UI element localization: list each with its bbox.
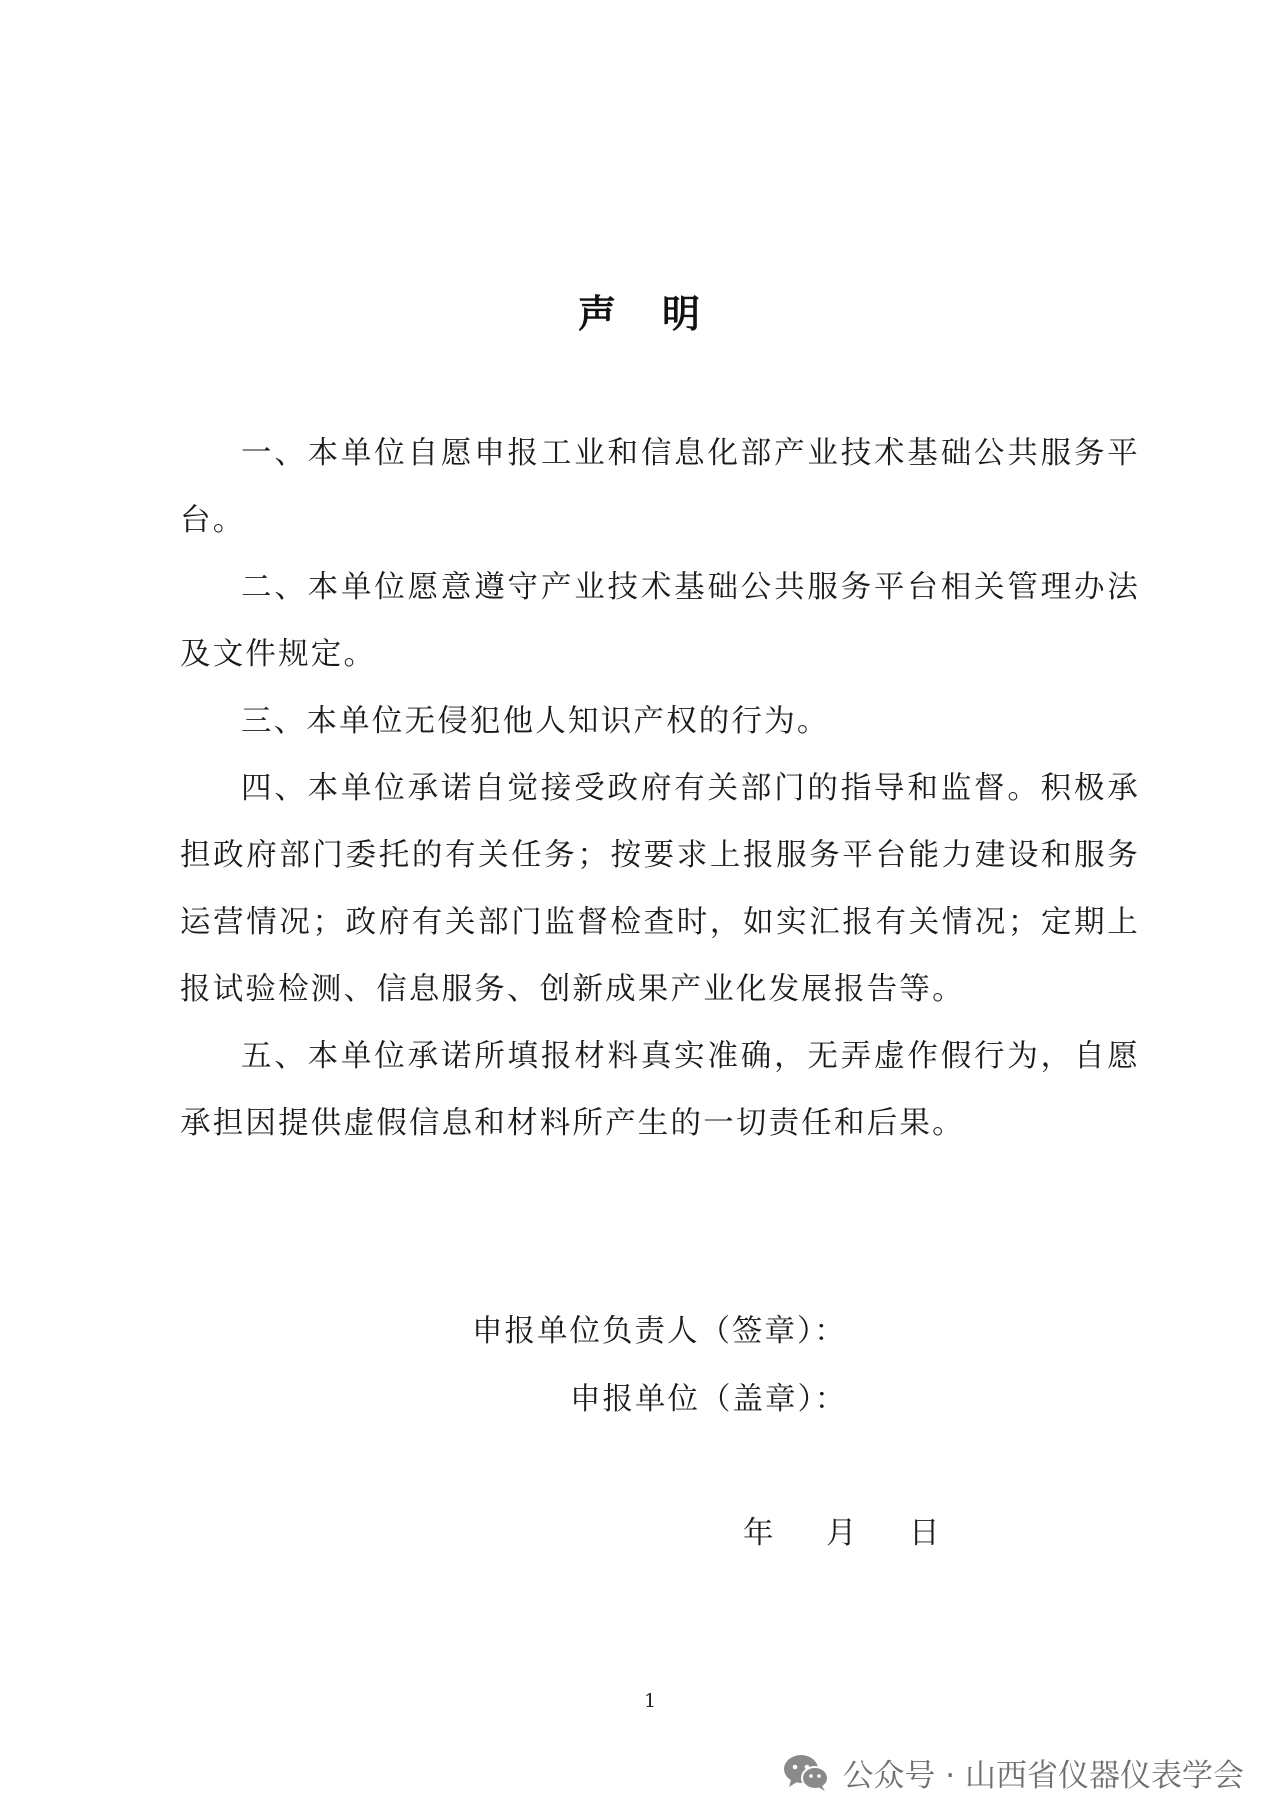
declaration-item-3: 三、本单位无侵犯他人知识产权的行为。 — [241, 704, 830, 739]
declaration-body — [180, 420, 1140, 1157]
wechat-icon — [782, 1753, 830, 1793]
signature-unit-line: 申报单位（盖章）： — [570, 1382, 848, 1417]
date-day: 日 — [909, 1516, 940, 1551]
page-number: 1 — [643, 1690, 657, 1712]
watermark — [782, 1750, 1244, 1795]
document-title — [0, 283, 1280, 338]
declaration-item-1: 一、本单位自愿申报工业和信息化部产业技术基础公共服务平台。 — [180, 436, 1140, 538]
declaration-item-2: 二、本单位愿意遵守产业技术基础公共服务平台相关管理办法及文件规定。 — [180, 570, 1140, 672]
title-char-1: 声 — [577, 292, 618, 336]
declaration-item-5: 五、本单位承诺所填报材料真实准确，无弄虚作假行为，自愿承担因提供虚假信息和材料所产生的一切责任和后果。 — [180, 1039, 1140, 1141]
date-month: 月 — [826, 1516, 857, 1551]
watermark-text: 公众号 · 山西省仪器仪表学会 — [842, 1758, 1244, 1794]
declaration-item-4: 四、本单位承诺自觉接受政府有关部门的指导和监督。积极承担政府部门委托的有关任务；按要求上报服务平台能力建设和服务运营情况；政府有关部门监督检查时，如实汇报有关情况；定期上报试验检测、信息服务、创新成果产业化发展报告等。 — [180, 771, 1140, 1007]
signature-person-line: 申报单位负责人（签章）： — [472, 1314, 847, 1349]
title-char-2: 明 — [662, 292, 703, 336]
date-line — [743, 1508, 940, 1552]
date-year: 年 — [743, 1516, 774, 1551]
